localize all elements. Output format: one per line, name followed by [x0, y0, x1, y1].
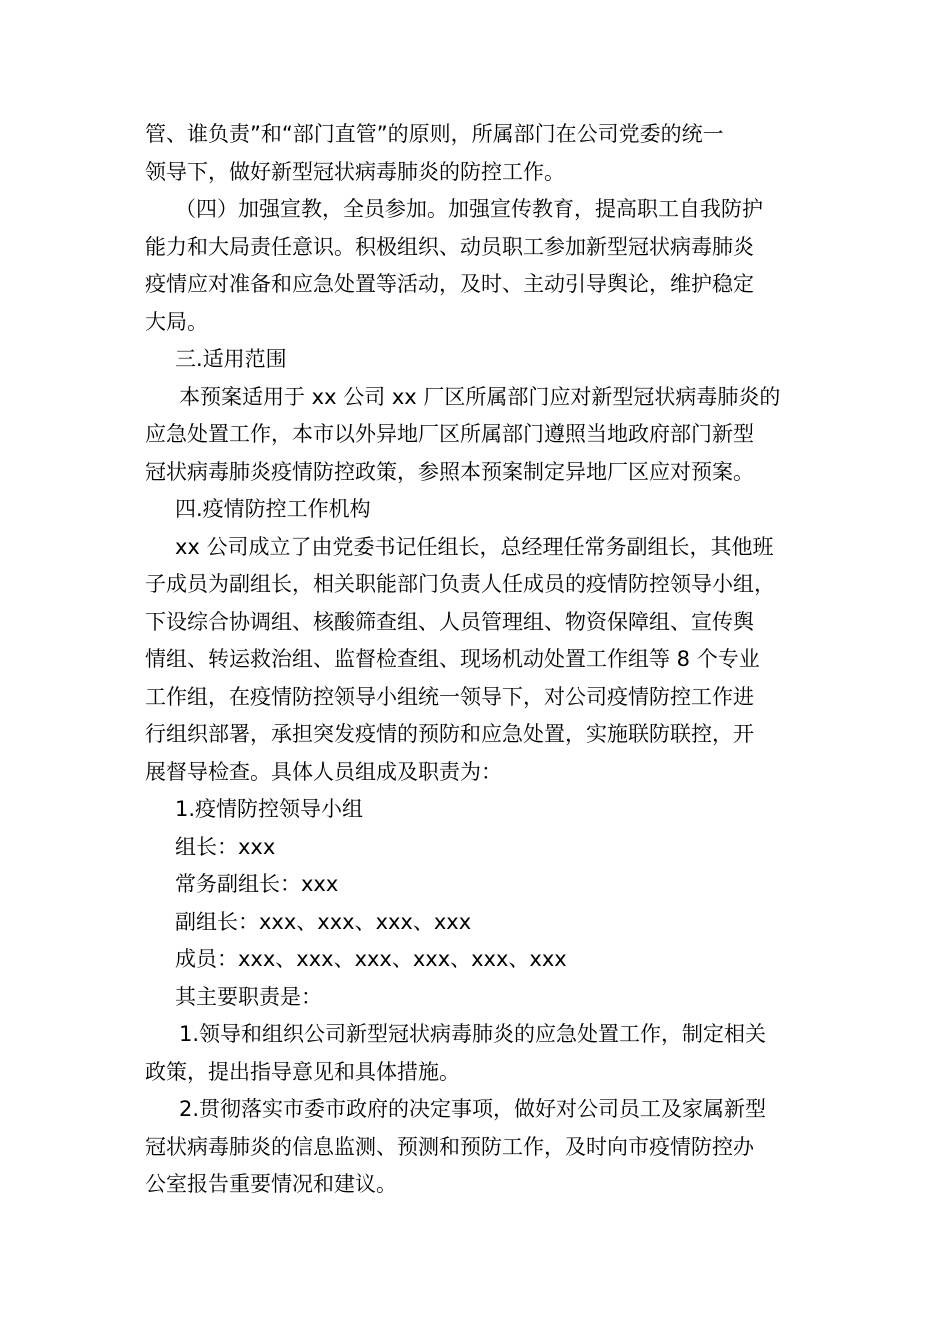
- text-line: 常务副组长：xxx: [175, 872, 339, 896]
- text-line: 情组、转运救治组、监督检查组、现场机动处置工作组等 8 个专业: [145, 647, 760, 671]
- document-body: [145, 116, 810, 1204]
- text-line: 政策，提出指导意见和具体措施。: [145, 1059, 460, 1084]
- text-line: 行组织部署，承担突发疫情的预防和应急处置，实施联防联控，开: [145, 722, 754, 746]
- text-line: 管、谁负责”和“部门直管”的原则，所属部门在公司党委的统一: [145, 122, 724, 146]
- text-line: 能力和大局责任意识。积极组织、动员职工参加新型冠状病毒肺炎: [145, 234, 754, 259]
- text-line: 展督导检查。具体人员组成及职责为：: [145, 759, 502, 784]
- text-line: 四.疫情防控工作机构: [175, 497, 371, 521]
- text-line: 工作组，在疫情防控领导小组统一领导下，对公司疫情防控工作进: [145, 684, 754, 709]
- text-line: 其主要职责是：: [175, 984, 322, 1009]
- text-line: 冠状病毒肺炎的信息监测、预测和预防工作，及时向市疫情防控办: [145, 1134, 754, 1159]
- text-line: 下设综合协调组、核酸筛查组、人员管理组、物资保障组、宣传舆: [145, 609, 754, 634]
- text-line: 冠状病毒肺炎疫情防控政策，参照本预案制定异地厂区应对预案。: [145, 459, 754, 484]
- text-line: 1.领导和组织公司新型冠状病毒肺炎的应急处置工作，制定相关: [179, 1022, 767, 1046]
- text-line: 子成员为副组长，相关职能部门负责人任成员的疫情防控领导小组，: [145, 572, 775, 596]
- text-line: 副组长：xxx、xxx、xxx、xxx: [175, 909, 472, 934]
- text-line: 1.疫情防控领导小组: [175, 797, 364, 821]
- text-line: 成员：xxx、xxx、xxx、xxx、xxx、xxx: [175, 947, 567, 971]
- text-line: 本预案适用于 xx 公司 xx 厂区所属部门应对新型冠状病毒肺炎的: [179, 384, 781, 409]
- text-line: 大局。: [145, 309, 208, 334]
- text-line: 2.贯彻落实市委市政府的决定事项，做好对公司员工及家属新型: [179, 1097, 767, 1121]
- text-line: 应急处置工作，本市以外异地厂区所属部门遵照当地政府部门新型: [145, 422, 754, 446]
- text-line: 公室报告重要情况和建议。: [145, 1172, 397, 1196]
- text-line: 疫情应对准备和应急处置等活动，及时、主动引导舆论，维护稳定: [145, 272, 754, 296]
- text-line: 三.适用范围: [175, 347, 287, 371]
- text-line: 组长：xxx: [175, 834, 276, 859]
- text-line: 领导下，做好新型冠状病毒肺炎的防控工作。: [145, 159, 565, 184]
- text-line: （四）加强宣教，全员参加。加强宣传教育，提高职工自我防护: [175, 197, 763, 221]
- text-line: xx 公司成立了由党委书记任组长，总经理任常务副组长，其他班: [175, 534, 774, 559]
